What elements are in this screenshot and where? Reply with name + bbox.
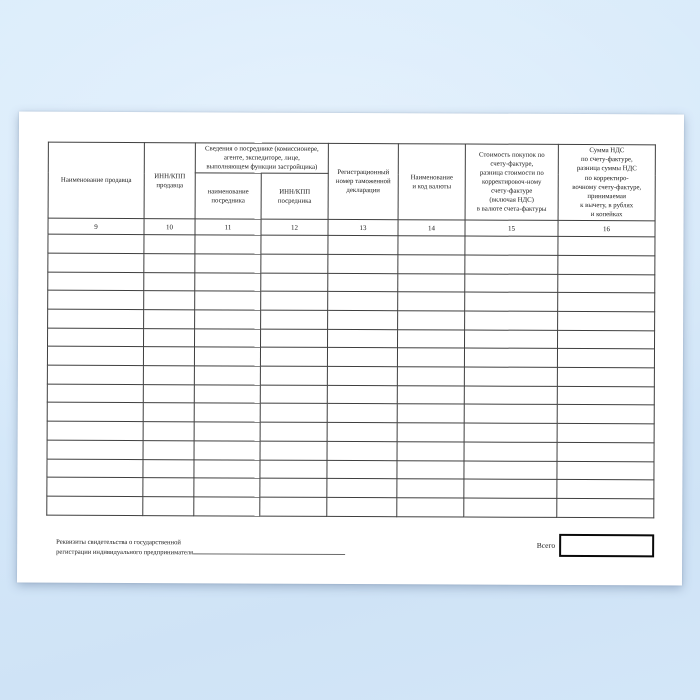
empty-cell (465, 292, 558, 311)
empty-cell (260, 460, 327, 479)
empty-cell (143, 459, 194, 478)
empty-cell (47, 365, 143, 384)
footer-line2-wrap (56, 548, 345, 559)
empty-cell (464, 423, 557, 442)
empty-cell (195, 291, 261, 310)
footer-line1: Реквизиты свидетельства о государственной (56, 538, 181, 547)
total-value-box (559, 534, 654, 557)
empty-cell (194, 403, 260, 422)
empty-cell (143, 366, 194, 385)
empty-cell (144, 310, 195, 329)
empty-cell (464, 404, 557, 423)
col-header-seller-name: Наименование продавца (48, 142, 144, 219)
empty-cell (397, 404, 464, 423)
empty-cell (48, 234, 144, 253)
empty-cell (48, 328, 144, 347)
empty-cell (328, 254, 398, 273)
empty-cell (327, 479, 397, 498)
empty-cell (47, 477, 143, 496)
empty-cell (144, 291, 195, 310)
empty-cell (260, 348, 327, 367)
empty-cell (143, 347, 194, 366)
empty-cell (261, 310, 328, 329)
empty-cell (558, 330, 655, 349)
empty-cell (143, 440, 194, 459)
empty-cell (465, 274, 558, 293)
empty-cell (328, 292, 398, 311)
empty-cell (194, 422, 260, 441)
fill-in-blank-line (193, 549, 345, 555)
empty-cell (398, 255, 465, 274)
empty-cell (327, 385, 397, 404)
empty-cell (143, 403, 194, 422)
empty-cell (557, 498, 654, 517)
empty-cell (260, 478, 327, 497)
empty-cell (397, 348, 464, 367)
empty-cell (195, 329, 261, 348)
empty-cell (47, 440, 143, 459)
empty-cell (558, 237, 655, 256)
empty-cell (327, 441, 397, 460)
empty-cell (327, 423, 397, 442)
empty-cell (328, 273, 398, 292)
col-header-intermediary-inn-kpp: ИНН/КПП посредника (261, 173, 328, 219)
empty-cell (327, 404, 397, 423)
empty-cell (261, 273, 328, 292)
empty-cell (328, 329, 398, 348)
empty-cell (464, 442, 557, 461)
empty-cell (397, 460, 464, 479)
empty-cell (48, 291, 144, 310)
empty-cell (557, 461, 654, 480)
empty-cell (144, 272, 195, 291)
header-row-top (48, 142, 655, 175)
column-number: 15 (465, 220, 558, 236)
empty-cell (397, 367, 464, 386)
empty-cell (48, 253, 144, 272)
empty-cell (464, 348, 557, 367)
empty-cell (194, 478, 260, 497)
purchase-book-table (46, 142, 656, 518)
empty-cell (557, 424, 654, 443)
empty-cell (143, 497, 194, 516)
column-number: 13 (328, 220, 398, 236)
empty-cell (398, 292, 465, 311)
empty-cell (48, 272, 144, 291)
footer-note (56, 538, 345, 559)
col-header-seller-inn-kpp: ИНН/КПП продавца (144, 143, 195, 220)
empty-cell (397, 479, 464, 498)
empty-cell (465, 330, 558, 349)
column-number: 10 (144, 219, 195, 235)
empty-cell (261, 235, 328, 254)
empty-cell (557, 480, 654, 499)
column-number: 12 (261, 219, 328, 235)
empty-cell (557, 386, 654, 405)
empty-cell (557, 367, 654, 386)
empty-cell (398, 236, 465, 255)
empty-cell (465, 255, 558, 274)
empty-cell (195, 310, 261, 329)
empty-cell (143, 422, 194, 441)
empty-cell (260, 404, 327, 423)
empty-cell (260, 441, 327, 460)
empty-cell (398, 329, 465, 348)
empty-cell (195, 272, 261, 291)
empty-cell (143, 384, 194, 403)
empty-cell (194, 347, 260, 366)
empty-cell (194, 441, 260, 460)
empty-cell (397, 423, 464, 442)
document-page (17, 112, 684, 586)
empty-cell (327, 348, 397, 367)
empty-cell (194, 366, 260, 385)
empty-cell (328, 236, 398, 255)
empty-cell (144, 235, 195, 254)
empty-cell (464, 461, 557, 480)
column-number: 16 (558, 221, 655, 237)
empty-cell (557, 442, 654, 461)
empty-cell (47, 459, 143, 478)
empty-cell (47, 403, 143, 422)
empty-cell (557, 349, 654, 368)
column-number: 9 (48, 218, 144, 234)
empty-cell (557, 405, 654, 424)
col-header-purchase-cost: Стоимость покупок по счету-фактуре, разница стоимости по корректировоч-ному счету-фактуре (включая НДС) в валюте счета-фактуры (465, 144, 558, 221)
empty-cell (558, 274, 655, 293)
col-header-currency-name-code: Наименование и код валюты (398, 144, 465, 221)
empty-cell (397, 385, 464, 404)
empty-cell (47, 496, 143, 515)
empty-cell (464, 367, 557, 386)
col-header-customs-declaration-number: Регистрационный номер таможенной декларации (328, 143, 398, 220)
empty-cell (327, 366, 397, 385)
empty-cell (327, 497, 397, 516)
empty-cell (465, 236, 558, 255)
empty-cell (47, 347, 143, 366)
empty-cell (397, 442, 464, 461)
empty-cell (261, 291, 328, 310)
empty-cell (195, 254, 261, 273)
footer-line2: регистрации индивидуального предпринимателя (56, 548, 194, 557)
empty-cell (195, 235, 261, 254)
empty-cell (327, 460, 397, 479)
empty-cell (194, 497, 260, 516)
column-number: 11 (195, 219, 261, 235)
empty-cell (398, 311, 465, 330)
empty-cell (194, 385, 260, 404)
empty-cell (328, 310, 398, 329)
total-label: Всего (536, 540, 556, 550)
empty-cell (398, 273, 465, 292)
empty-cell (48, 309, 144, 328)
empty-cell (558, 293, 655, 312)
empty-cell (144, 328, 195, 347)
empty-cell (464, 498, 557, 517)
col-group-intermediary-info: Сведения о посреднике (комиссионере, агенте, экспедиторе, лице, выполняющем функции застройщика) (195, 143, 328, 174)
empty-cell (558, 255, 655, 274)
empty-cell (260, 366, 327, 385)
col-header-intermediary-name: наименование посредника (195, 173, 261, 219)
empty-cell (47, 421, 143, 440)
empty-data-row (47, 496, 654, 517)
empty-cell (260, 385, 327, 404)
empty-cell (261, 329, 328, 348)
empty-cell (144, 254, 195, 273)
empty-cell (143, 478, 194, 497)
column-number: 14 (398, 220, 465, 236)
empty-cell (194, 459, 260, 478)
empty-cell (260, 422, 327, 441)
empty-cell (464, 479, 557, 498)
empty-cell (465, 311, 558, 330)
empty-cell (558, 311, 655, 330)
empty-cell (397, 498, 464, 517)
empty-cell (261, 254, 328, 273)
empty-cell (260, 497, 327, 516)
col-header-vat-amount: Сумма НДС по счету-фактуре, разница суммы НДС по корректиро- вочному счету-фактуре, принимаемая к вычету, в рублях и копейках (558, 144, 655, 221)
empty-cell (47, 384, 143, 403)
empty-cell (464, 386, 557, 405)
